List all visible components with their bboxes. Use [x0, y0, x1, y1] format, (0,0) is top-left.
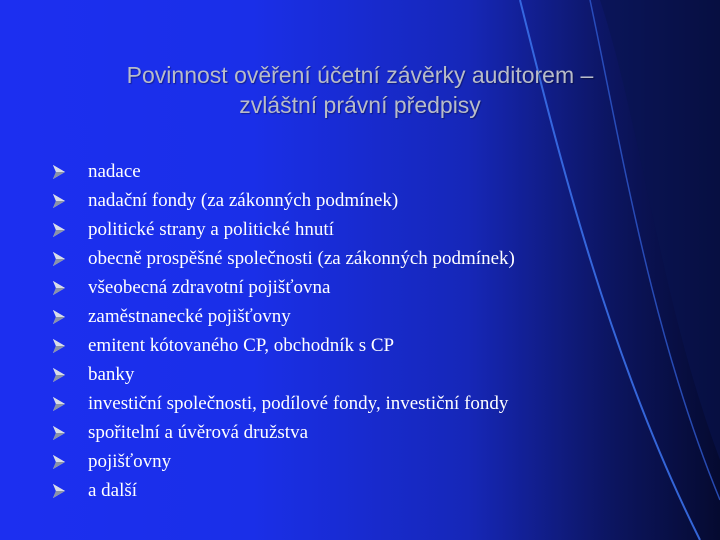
arrow-bullet-icon: [52, 220, 78, 240]
list-item-text: nadace: [88, 160, 141, 182]
list-item-text: politické strany a politické hnutí: [88, 218, 334, 240]
arrow-bullet-icon: [52, 336, 78, 356]
arrow-bullet-icon: [52, 423, 78, 443]
list-item-text: spořitelní a úvěrová družstva: [88, 421, 309, 443]
list-item-text: banky: [88, 363, 135, 385]
list-item-text: investiční společnosti, podílové fondy, investiční fondy: [88, 392, 509, 414]
arrow-bullet-icon: [52, 307, 78, 327]
list-item: [52, 273, 515, 302]
list-item-text: a další: [88, 479, 138, 501]
arrow-bullet-icon: [52, 365, 78, 385]
list-item-text: pojišťovny: [88, 450, 172, 472]
list-item-text: zaměstnanecké pojišťovny: [88, 305, 291, 327]
list-item: [52, 389, 515, 418]
list-item: [52, 215, 515, 244]
arrow-bullet-icon: [52, 481, 78, 501]
list-item: [52, 360, 515, 389]
arrow-bullet-icon: [52, 191, 78, 211]
list-item-text: nadační fondy (za zákonných podmínek): [88, 189, 399, 211]
list-item: [52, 476, 515, 505]
list-item: [52, 302, 515, 331]
slide-title-line-2: zvláštní právní předpisy: [239, 92, 481, 118]
slide-title-line-1: Povinnost ověření účetní závěrky auditorem –: [126, 62, 594, 88]
list-item-text: obecně prospěšné společnosti (za zákonných podmínek): [88, 247, 515, 269]
arrow-bullet-icon: [52, 394, 78, 414]
arrow-bullet-icon: [52, 249, 78, 269]
arrow-bullet-icon: [52, 278, 78, 298]
list-item: [52, 157, 515, 186]
list-item-text: všeobecná zdravotní pojišťovna: [88, 276, 331, 298]
list-item: [52, 447, 515, 476]
bullet-list: [52, 157, 515, 505]
arrow-bullet-icon: [52, 452, 78, 472]
list-item: [52, 186, 515, 215]
list-item-text: emitent kótovaného CP, obchodník s CP: [88, 334, 395, 356]
slide-title: [60, 60, 660, 120]
list-item: [52, 331, 515, 360]
list-item: [52, 418, 515, 447]
arrow-bullet-icon: [52, 162, 78, 182]
list-item: [52, 244, 515, 273]
